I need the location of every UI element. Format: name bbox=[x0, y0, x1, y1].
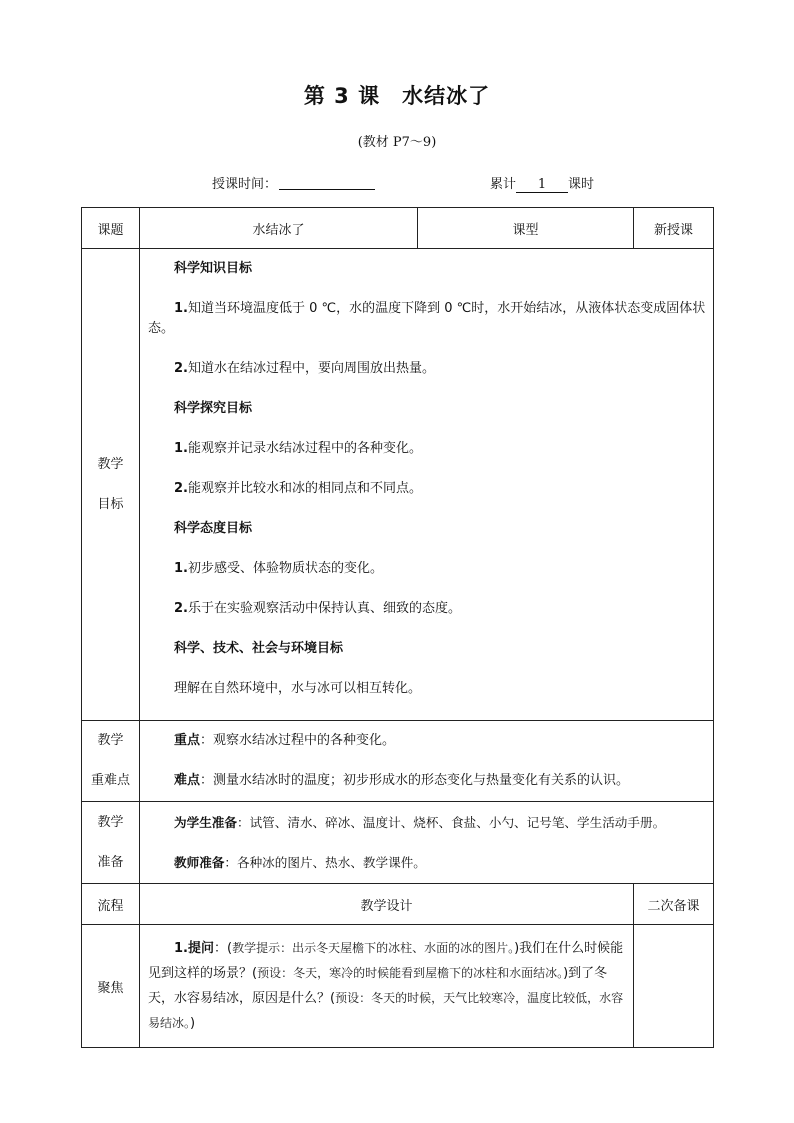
inquiry-item-2 bbox=[148, 479, 707, 499]
teacher-prep-text: ：各种冰的图片、热水、教学课件。 bbox=[224, 854, 426, 870]
inquiry-item-1-text: 能观察并记录水结冰过程中的各种变化。 bbox=[187, 441, 422, 456]
focus-preset-2: 预设：冬天的时候，天气比较寒冷，温度比较低，水容易结冰。 bbox=[148, 991, 624, 1030]
knowledge-item-2 bbox=[148, 359, 707, 379]
process-header: 流程 bbox=[82, 884, 140, 925]
focus-second-prep bbox=[634, 925, 714, 1048]
preparation-label-line2: 准备 bbox=[97, 854, 124, 870]
student-prep-text: ：试管、清水、碎冰、温度计、烧杯、食盐、小勺、记号笔、学生活动手册。 bbox=[236, 814, 666, 830]
key-points-label-line1: 教学 bbox=[97, 733, 124, 748]
total-value: 1 bbox=[516, 178, 568, 193]
key-points-label bbox=[82, 721, 140, 802]
lesson-plan-table bbox=[81, 207, 714, 1048]
class-time bbox=[212, 173, 375, 192]
attitude-item-1 bbox=[148, 559, 707, 579]
goals-label-line1: 教学 bbox=[97, 456, 124, 472]
knowledge-item-2-text: 知道水在结冰过程中，要向周围放出热量。 bbox=[187, 361, 435, 376]
sts-heading: 科学、技术、社会与环境目标 bbox=[174, 641, 344, 656]
attitude-item-1-num: 1. bbox=[174, 561, 188, 576]
inquiry-item-2-text: 能观察并比较水和冰的相同点和不同点。 bbox=[187, 481, 422, 496]
difficulty-label: 难点 bbox=[174, 773, 201, 788]
lesson-title bbox=[0, 80, 794, 110]
focus-text-1: ：( bbox=[214, 941, 233, 956]
focus-text-2: )我们在什么时候能见到这样的场景？( bbox=[148, 941, 624, 981]
key-point bbox=[148, 731, 709, 751]
class-time-label: 授课时间： bbox=[212, 177, 278, 192]
inquiry-heading: 科学探究目标 bbox=[174, 401, 253, 416]
textbook-pages: (教材 P7～9) bbox=[357, 135, 437, 150]
class-time-blank bbox=[279, 177, 375, 190]
topic-label: 课题 bbox=[82, 208, 140, 249]
focus-paragraph bbox=[140, 936, 633, 1036]
focus-text-4: ) bbox=[190, 1016, 196, 1031]
difficulty-point bbox=[148, 771, 709, 791]
key-point-text: ：观察水结冰过程中的各种变化。 bbox=[200, 733, 396, 748]
inquiry-item-2-num: 2. bbox=[174, 481, 188, 496]
goals-row bbox=[82, 249, 714, 721]
total-suffix: 课时 bbox=[568, 177, 595, 192]
key-point-label: 重点 bbox=[174, 733, 201, 748]
knowledge-item-1-num: 1. bbox=[174, 301, 188, 316]
key-points-content bbox=[140, 721, 714, 802]
inquiry-item-1-num: 1. bbox=[174, 441, 188, 456]
focus-ask: 提问 bbox=[187, 941, 214, 956]
inquiry-item-1 bbox=[148, 439, 707, 459]
teacher-prep-label: 教师准备 bbox=[174, 854, 225, 870]
attitude-item-2-num: 2. bbox=[174, 601, 188, 616]
lesson-name: 水结冰了 bbox=[402, 84, 491, 108]
topic-value: 水结冰了 bbox=[140, 208, 418, 249]
type-value: 新授课 bbox=[634, 208, 714, 249]
preparation-content bbox=[140, 802, 714, 884]
type-label: 课型 bbox=[418, 208, 634, 249]
lesson-number: 第 3 课 bbox=[303, 84, 381, 108]
student-prep bbox=[148, 813, 711, 833]
key-points-label-line2: 重难点 bbox=[90, 773, 130, 788]
knowledge-item-2-num: 2. bbox=[174, 361, 188, 376]
attitude-item-1-text: 初步感受、体验物质状态的变化。 bbox=[187, 561, 383, 576]
goals-label-line2: 目标 bbox=[97, 496, 124, 512]
attitude-heading: 科学态度目标 bbox=[174, 521, 253, 536]
focus-row bbox=[82, 925, 714, 1048]
focus-label: 聚焦 bbox=[82, 925, 140, 1048]
flow-header-row bbox=[82, 884, 714, 925]
preparation-row bbox=[82, 802, 714, 884]
focus-text-3: )到了冬天，水容易结冰，原因是什么？( bbox=[148, 966, 608, 1006]
preparation-label-line1: 教学 bbox=[97, 814, 124, 830]
student-prep-label: 为学生准备 bbox=[174, 814, 237, 830]
sts-item-1: 理解在自然环境中，水与冰可以相互转化。 bbox=[174, 681, 422, 696]
preparation-label bbox=[82, 802, 140, 884]
design-header: 教学设计 bbox=[140, 884, 634, 925]
goals-content bbox=[140, 249, 714, 721]
focus-content bbox=[140, 925, 634, 1048]
total-prefix: 累计 bbox=[490, 177, 517, 192]
attitude-item-2-text: 乐于在实验观察活动中保持认真、细致的态度。 bbox=[187, 601, 461, 616]
goals-label bbox=[82, 249, 140, 721]
focus-preset-1: 预设：冬天，寒冷的时候能看到屋檐下的冰柱和水面结冰。 bbox=[257, 966, 564, 980]
second-prep-header: 二次备课 bbox=[634, 884, 714, 925]
knowledge-item-1 bbox=[148, 299, 707, 339]
focus-num: 1. bbox=[174, 941, 188, 956]
knowledge-item-1-text: 知道当环境温度低于 0 ℃，水的温度下降到 0 ℃时，水开始结冰，从液体状态变成固体状态。 bbox=[148, 301, 706, 336]
knowledge-heading: 科学知识目标 bbox=[174, 261, 253, 276]
key-points-row bbox=[82, 721, 714, 802]
focus-hint: 教学提示：出示冬天屋檐下的冰柱、水面的冰的图片。 bbox=[232, 941, 515, 955]
teacher-prep bbox=[148, 853, 711, 873]
total-hours bbox=[490, 173, 594, 193]
attitude-item-2 bbox=[148, 599, 707, 619]
difficulty-text: ：测量水结冰时的温度；初步形成水的形态变化与热量变化有关系的认识。 bbox=[200, 773, 630, 788]
header-row bbox=[82, 208, 714, 249]
